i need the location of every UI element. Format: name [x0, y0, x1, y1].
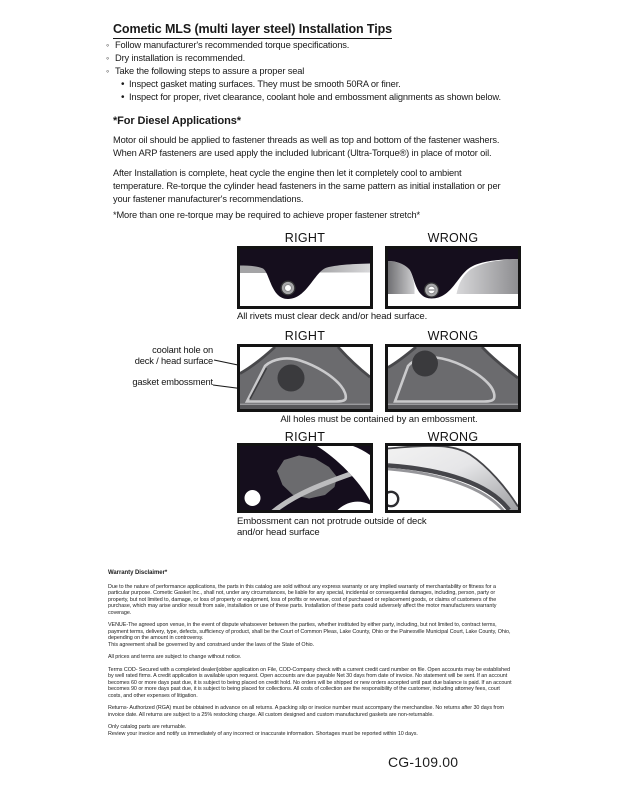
bullet-icon: ◦	[106, 53, 110, 63]
tips-list	[106, 39, 536, 104]
wrong-label-row1: WRONG	[427, 231, 479, 245]
tip-text: Dry installation is recommended.	[115, 53, 246, 63]
diesel-paragraph-1: Motor oil should be applied to fastener threads as well as top and bottom of the fastener washers. When ARP fasteners are used apply the included lubricant (Ultra-Torque®) in place of motor oil.	[113, 135, 500, 158]
list-item	[106, 52, 536, 65]
right-label-row1: RIGHT	[284, 231, 326, 245]
embossment-wrong-diagram	[385, 344, 521, 412]
rivet-right-diagram	[237, 246, 373, 309]
disclaimer-paragraph: Terms COD- Secured with a completed dealer/jobber application on File, COD-Company check with a current credit card number on file. Open accounts may be established by well rated firms. A credit application is available upon request. Open accounts are due payable Net 30 days from date of invoice. No statement will be sent. If an account becomes 60 or more days past due, it is subject to being placed on credit hold. No orders will be shipped or new orders accepted until past due balance is paid. If an account becomes 90 or more days past due, it is subject to being placed for collections. All costs of collection are the responsibility of the customer, including attorney fees, court costs, and other expenses of litigation.	[108, 666, 512, 699]
disclaimer-heading: Warranty Disclaimer*	[108, 570, 168, 576]
disclaimer-paragraph: Only catalog parts are returnable.	[108, 724, 187, 730]
right-label-row3: RIGHT	[284, 430, 326, 444]
diesel-heading: *For Diesel Applications*	[113, 115, 241, 127]
rivet-wrong-diagram	[385, 246, 521, 309]
row1-caption: All rivets must clear deck and/or head surface.	[237, 311, 428, 322]
row3-caption: Embossment can not protrude outside of deck and/or head surface	[237, 516, 427, 538]
protrusion-right-diagram	[237, 443, 373, 513]
disclaimer-paragraph: VENUE-The agreed upon venue, in the event of dispute whatsoever between the parties, whether instituted by either party, including, but not limited to, contract terms, payment terms, delivery, type, defects, sufficiency of product, shall be the Court of Common Pleas, Lake County, Ohio or the Painesville Municipal Court, Lake County, Ohio, depending on the amount in controversy.	[108, 622, 511, 641]
gasket-embossment-label: gasket embossment	[132, 377, 213, 387]
disclaimer-paragraph: Review your invoice and notify us immediately of any incorrect or inaccurate information. Shortages must be reported within 10 days.	[108, 730, 418, 737]
list-item	[121, 91, 536, 104]
wrong-label-row2: WRONG	[427, 329, 479, 343]
disclaimer-paragraph: All prices and terms are subject to change without notice.	[108, 654, 242, 660]
diesel-paragraph-2: After Installation is complete, heat cycle the engine then let it completely cool to ambient temperature. Re-torque the cylinder head fasteners in the same pattern as initial installation or per your fastener manufacturer's recommendations.	[113, 168, 501, 204]
warranty-disclaimer	[108, 570, 514, 743]
list-item	[106, 39, 536, 52]
bullet-icon: ◦	[106, 66, 110, 76]
embossment-right-diagram	[237, 344, 373, 412]
sub-bullet-icon: •	[121, 92, 125, 103]
page-title: Cometic MLS (multi layer steel) Installation Tips	[113, 22, 392, 36]
disclaimer-paragraph: This agreement shall be governed by and construed under the laws of the State of Ohio.	[108, 641, 315, 648]
tip-text: Inspect gasket mating surfaces. They must be smooth 50RA or finer.	[129, 79, 401, 89]
retorque-note: *More than one re-torque may be required to achieve proper fastener stretch*	[113, 210, 420, 220]
tip-text: Inspect for proper, rivet clearance, coolant hole and embossment alignments as shown below.	[129, 92, 501, 102]
row2-caption: All holes must be contained by an embossment.	[280, 414, 478, 425]
bullet-icon: ◦	[106, 40, 110, 50]
sub-bullet-icon: •	[121, 79, 125, 90]
page-code: CG-109.00	[388, 754, 459, 770]
right-label-row2: RIGHT	[284, 329, 326, 343]
list-item	[106, 65, 536, 78]
protrusion-wrong-diagram	[385, 443, 521, 513]
list-item	[121, 78, 536, 91]
wrong-label-row3: WRONG	[427, 430, 479, 444]
tip-text: Take the following steps to assure a proper seal	[115, 66, 305, 76]
disclaimer-paragraph: Returns- Authorized (RGA) must be obtained in advance on all returns. A packing slip or invoice number must accompany the merchandise. No returns after 30 days from invoice date. All returns are subject to a 25% restocking charge. All custom designed and custom manufactured gaskets are non-returnable.	[108, 705, 504, 718]
tip-text: Follow manufacturer's recommended torque specifications.	[115, 40, 350, 50]
coolant-hole-label: coolant hole on deck / head surface	[134, 345, 213, 366]
disclaimer-paragraph: Due to the nature of performance applications, the parts in this catalog are sold without any express warranty or any implied warranty of merchantability or fitness for a particular purpose. Cometic Gasket Inc., shall not, under any circumstances, be liable for any special, incidental or consequential damages, including, person, party or property, but not limited to, damage, or loss of property or equipment, loss of profits or revenue, cost of purchased or replacement goods, or claims of customers of the purchase, which may arise and/or result from sale, installation or use of these parts. Installation of these parts could adversely affect the motor manufacturers warranty coverage.	[108, 583, 497, 616]
